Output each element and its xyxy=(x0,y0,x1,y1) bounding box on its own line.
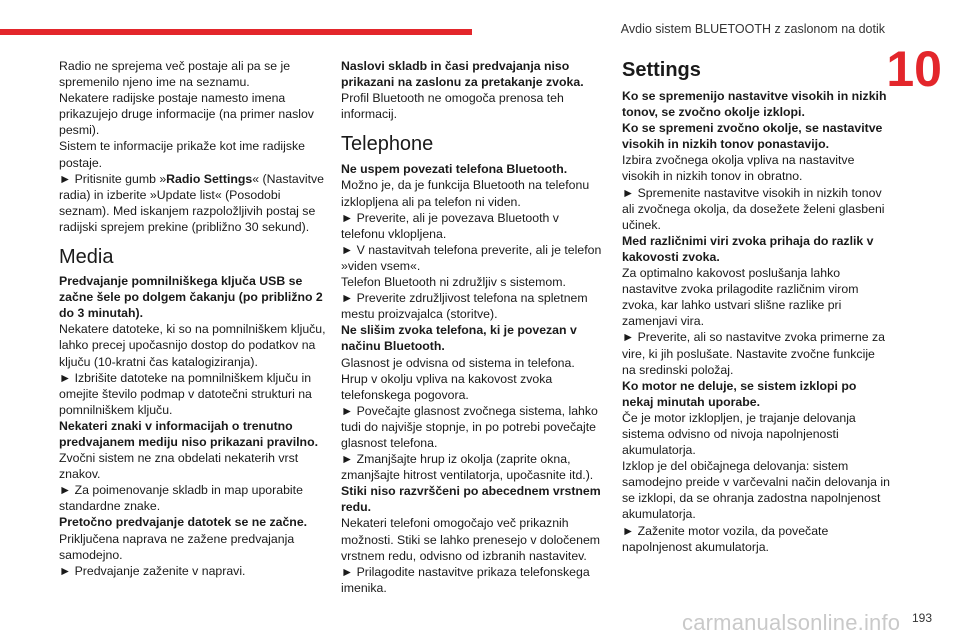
answer: Možno je, da je funkcija Bluetooth na telefonu izklopljena ali pa telefon ni viden. xyxy=(341,178,590,209)
answer: Telefon Bluetooth ni združljiv s sistemom. xyxy=(341,275,566,290)
instruction: ► Za poimenovanje skladb in map uporabite standardne znake. xyxy=(59,483,303,514)
instruction: ► V nastavitvah telefona preverite, ali je telefon »viden vsem«. xyxy=(341,242,602,273)
answer: Če je motor izklopljen, je trajanje delovanja sistema odvisno od nivoja napolnjenosti akumulatorja. xyxy=(622,410,856,458)
instruction: ► Zmanjšajte hrup iz okolja (zaprite okna, zmanjšajte hitrost ventilatorja, upočasnite itd.). xyxy=(341,452,594,483)
paragraph: Radio ne sprejema več postaje ali pa se je spremenilo njeno ime na seznamu. xyxy=(59,59,291,90)
question: Ne uspem povezati telefona Bluetooth. xyxy=(341,162,568,177)
column-right xyxy=(622,58,890,555)
question: Ko se spremeni zvočno okolje, se nastavitve visokih in nizkih tonov ponastavijo. xyxy=(622,121,883,152)
answer: Glasnost je odvisna od sistema in telefona. xyxy=(341,355,575,370)
answer: Hrup v okolju vpliva na kakovost zvoka telefonskega pogovora. xyxy=(341,371,553,402)
question: Naslovi skladb in časi predvajanja niso prikazani na zaslonu za pretakanje zvoka. xyxy=(341,59,584,90)
question: Ko se spremenijo nastavitve visokih in nizkih tonov, se zvočno okolje izklopi. xyxy=(622,89,887,120)
question: Stiki niso razvrščeni po abecednem vrstnem redu. xyxy=(341,484,601,515)
radio-settings-label: Radio Settings xyxy=(166,171,253,186)
answer: Izklop je del običajnega delovanja: sistem samodejno preide v varčevalni način delovanja in se izklopi, da se ohranja zadostna napolnjenost akumulatorja. xyxy=(622,459,890,522)
paragraph: Sistem te informacije prikaže kot ime radijske postaje. xyxy=(59,139,306,170)
instruction: ► Zaženite motor vozila, da povečate napolnjenost akumulatorja. xyxy=(622,523,829,554)
header-accent-bar xyxy=(0,29,472,35)
question: Med različnimi viri zvoka prihaja do razlik v kakovosti zvoka. xyxy=(622,233,874,264)
answer: Priključena naprava ne zažene predvajanja samodejno. xyxy=(59,531,295,562)
question: Ne slišim zvoka telefona, ki je povezan v načinu Bluetooth. xyxy=(341,323,577,354)
answer: Zvočni sistem ne zna obdelati nekaterih vrst znakov. xyxy=(59,451,299,482)
instruction: ► Preverite, ali je povezava Bluetooth v telefonu vklopljena. xyxy=(341,210,559,241)
media-heading: Media xyxy=(59,246,114,269)
instruction: ► Spremenite nastavitve visokih in nizkih tonov ali zvočnega okolja, da dosežete želeni glasbeni učinek. xyxy=(622,185,885,232)
question: Predvajanje pomnilniškega ključa USB se začne šele po dolgem čakanju (po približno 2 do 3 minutah). xyxy=(59,274,323,321)
instruction: ► Predvajanje zaženite v napravi. xyxy=(59,563,246,578)
settings-heading: Settings xyxy=(622,59,701,81)
column-left xyxy=(59,58,327,579)
answer: Za optimalno kakovost poslušanja lahko nastavitve zvoka prilagodite različnim virom zvoka, kar lahko ustvari slišne razlike pri zamenjavi vira. xyxy=(622,266,859,329)
instruction: ► Povečajte glasnost zvočnega sistema, lahko tudi do najvišje stopnje, in po potrebi povečajte glasnost telefona. xyxy=(341,403,598,450)
question: Pretočno predvajanje datotek se ne začne. xyxy=(59,515,308,530)
section-title: Avdio sistem BLUETOOTH z zaslonom na dotik xyxy=(620,22,885,36)
question: Ko motor ne deluje, se sistem izklopi po nekaj minutah uporabe. xyxy=(622,378,857,409)
answer: Nekateri telefoni omogočajo več prikaznih možnosti. Stiki se lahko prenesejo v določenem vrstnem redu, odvisno od izbranih nastavitev. xyxy=(341,516,601,563)
instruction: ► Preverite združljivost telefona na spletnem mestu proizvajalca (storitve). xyxy=(341,291,588,322)
watermark: carmanualsonline.info xyxy=(682,610,901,635)
instruction-text: ► Pritisnite gumb » xyxy=(59,171,167,186)
instruction: ► Preverite, ali so nastavitve zvoka primerne za vire, ki jih poslušate. Nastavite zvočne funkcije na sredinski položaj. xyxy=(622,330,885,377)
question: Nekateri znaki v informacijah o trenutno predvajanem mediju niso prikazani pravilno. xyxy=(59,418,318,449)
page-number: 193 xyxy=(911,611,932,625)
answer: Nekatere datoteke, ki so na pomnilniškem ključu, lahko precej upočasnijo dostop do podatkov na ključu (10-kratni čas katalogiziranja). xyxy=(59,322,326,369)
telephone-heading: Telephone xyxy=(341,133,434,156)
answer: Profil Bluetooth ne omogoča prenosa teh informacij. xyxy=(341,91,564,122)
instruction-text: « (Nastavitve radia) in izberite »Update list« (Posodobi seznam). Med iskanjem razpoložljivih postaj se radijski sprejem prekine (približno 30 sekund). xyxy=(59,171,325,234)
answer: Izbira zvočnega okolja vpliva na nastavitve visokih in nizkih tonov in obratno. xyxy=(622,153,855,184)
instruction xyxy=(59,171,327,235)
column-middle xyxy=(341,58,603,596)
instruction: ► Prilagodite nastavitve prikaza telefonskega imenika. xyxy=(341,564,590,595)
instruction: ► Izbrišite datoteke na pomnilniškem ključu in omejite število podmap v datotečni strukturi na pomnilniškem ključu. xyxy=(59,370,312,417)
chapter-number: 10 xyxy=(886,41,942,97)
paragraph: Nekatere radijske postaje namesto imena prikazujejo druge informacije (na primer naslov pesmi). xyxy=(59,91,314,138)
